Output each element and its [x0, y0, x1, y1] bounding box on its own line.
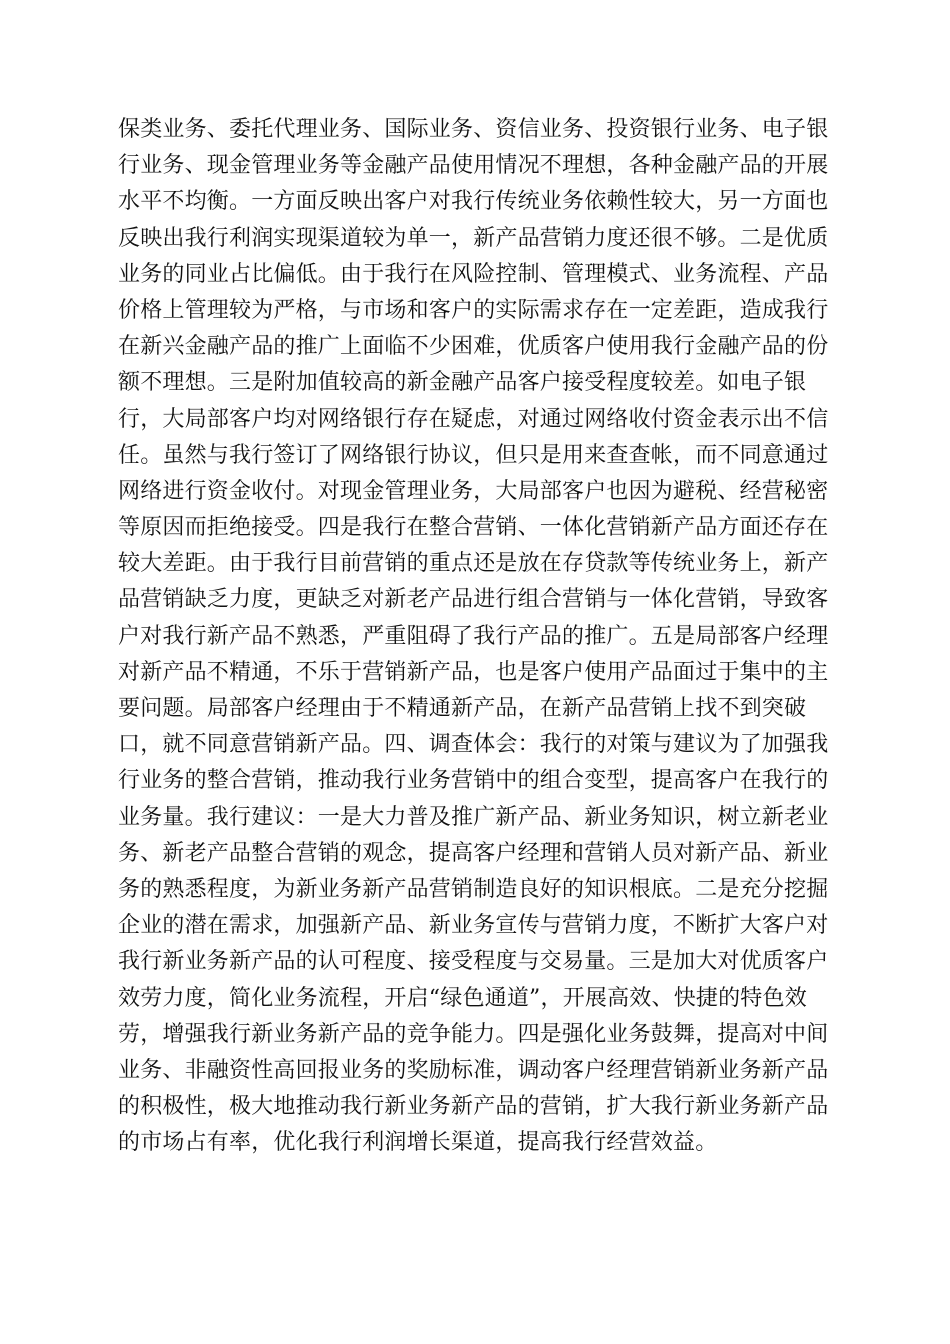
text-line: 业务的同业占比偏低。由于我行在风险控制、管理模式、业务流程、产品	[118, 261, 829, 287]
text-line: 效劳力度，简化业务流程，开启“绿色通道”，开展高效、快捷的特色效	[118, 985, 807, 1011]
text-line: 在新兴金融产品的推广上面临不少困难，优质客户使用我行金融产品的份	[118, 334, 829, 360]
text-line: 要问题。局部客户经理由于不精通新产品，在新产品营销上找不到突破	[118, 696, 807, 721]
text-line: 网络进行资金收付。对现金管理业务，大局部客户也因为避税、经营秘密	[118, 478, 829, 504]
text-line: 品营销缺乏力度，更缺乏对新老产品进行组合营销与一体化营销，导致客	[118, 587, 829, 613]
text-line: 等原因而拒绝接受。四是我行在整合营销、一体化营销新产品方面还存在	[118, 515, 829, 541]
text-line: 业务量。我行建议：一是大力普及推广新产品、新业务知识，树立新老业	[118, 804, 829, 830]
text-line: 业务、非融资性高回报业务的奖励标准，调动客户经理营销新业务新产品	[118, 1057, 829, 1083]
text-line: 我行新业务新产品的认可程度、接受程度与交易量。三是加大对优质客户	[118, 949, 829, 975]
text-line: 的积极性，极大地推动我行新业务新产品的营销，扩大我行新业务新产品	[118, 1094, 829, 1120]
text-line: 反映出我行利润实现渠道较为单一，新产品营销力度还很不够。二是优质	[118, 225, 829, 251]
text-line: 额不理想。三是附加值较高的新金融产品客户接受程度较差。如电子银	[118, 370, 807, 396]
text-line: 企业的潜在需求，加强新产品、新业务宣传与营销力度，不断扩大客户对	[118, 913, 829, 939]
text-line: 任。虽然与我行签订了网络银行协议，但只是用来查查帐，而不同意通过	[118, 442, 829, 468]
text-line: 行，大局部客户均对网络银行存在疑虑，对通过网络收付资金表示出不信	[118, 406, 829, 432]
text-line: 劳，增强我行新业务新产品的竞争能力。四是强化业务鼓舞，提高对中间	[118, 1021, 829, 1047]
text-line: 行业务、现金管理业务等金融产品使用情况不理想，各种金融产品的开展	[118, 153, 829, 179]
text-line: 保类业务、委托代理业务、国际业务、资信业务、投资银行业务、电子银	[118, 117, 829, 142]
body-text	[118, 112, 838, 1161]
text-line: 对新产品不精通，不乐于营销新产品，也是客户使用产品面过于集中的主	[118, 659, 829, 685]
text-line: 水平不均衡。一方面反映出客户对我行传统业务依赖性较大，另一方面也	[118, 189, 829, 215]
text-line: 务、新老产品整合营销的观念，提高客户经理和营销人员对新产品、新业	[118, 840, 829, 866]
text-line: 户对我行新产品不熟悉，严重阻碍了我行产品的推广。五是局部客户经理	[118, 623, 829, 649]
text-line: 较大差距。由于我行目前营销的重点还是放在存贷款等传统业务上，新产	[118, 551, 829, 577]
text-line: 务的熟悉程度，为新业务新产品营销制造良好的知识根底。二是充分挖掘	[118, 876, 829, 902]
text-line: 行业务的整合营销，推动我行业务营销中的组合变型，提高客户在我行的	[118, 768, 829, 794]
text-line: 的市场占有率，优化我行利润增长渠道，提高我行经营效益。	[118, 1130, 718, 1156]
text-line: 价格上管理较为严格，与市场和客户的实际需求存在一定差距，造成我行	[118, 297, 829, 323]
text-line: 口，就不同意营销新产品。四、调查体会：我行的对策与建议为了加强我	[118, 732, 829, 758]
